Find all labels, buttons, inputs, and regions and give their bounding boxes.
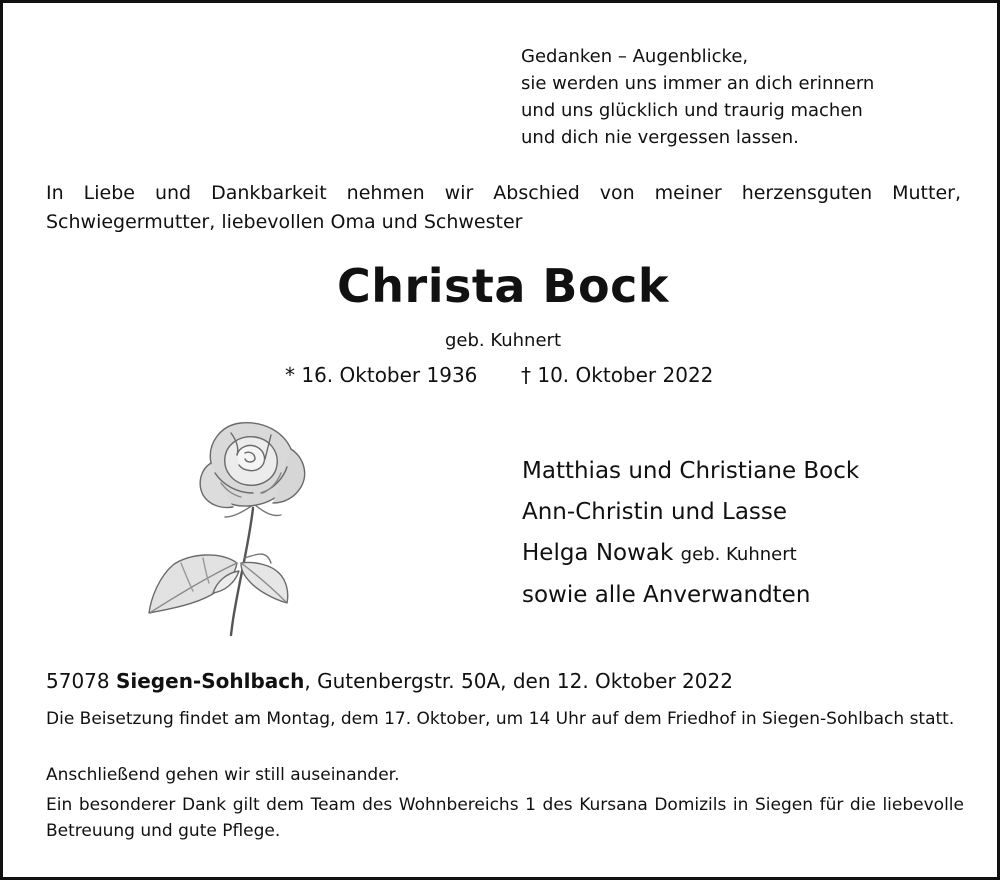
mourner-maiden-name: geb. Kuhnert <box>680 544 797 565</box>
city-name: Siegen-Sohlbach <box>115 669 305 693</box>
poem-line: und dich nie vergessen lassen. <box>521 127 799 148</box>
maiden-name: geb. Kuhnert <box>444 330 562 351</box>
mourner-line: Matthias und Christiane Bock <box>522 458 860 484</box>
street-and-date: , Gutenbergstr. 50A, den 12. Oktober 2022 <box>304 669 733 693</box>
poem-line: Gedanken – Augenblicke, <box>521 46 749 67</box>
birth-date: * 16. Oktober 1936 <box>285 363 478 387</box>
thanks-note: Ein besonderer Dank gilt dem Team des Wohnbereichs 1 des Kursana Domizils in Siegen für die liebevolle Betreuung und gute Pflege. <box>46 795 964 841</box>
postal-code: 57078 <box>46 669 110 693</box>
departure-note: Anschließend gehen wir still auseinander. <box>46 765 400 785</box>
burial-note: Die Beisetzung findet am Montag, dem 17. Oktober, um 14 Uhr auf dem Friedhof in Siegen-Sohlbach statt. <box>46 709 955 729</box>
poem-line: und uns glücklich und traurig machen <box>521 100 863 121</box>
mourner-line <box>522 533 859 575</box>
poem-line: sie werden uns immer an dich erinnern <box>521 73 875 94</box>
mourner-name: Helga Nowak <box>522 540 674 566</box>
rose-icon <box>141 413 336 638</box>
intro-text: In Liebe und Dankbarkeit nehmen wir Abschied von meiner herzensguten Mutter, Schwiegermutter, liebevollen Oma und Schwester <box>46 182 961 233</box>
death-date: † 10. Oktober 2022 <box>521 363 714 387</box>
poem <box>521 43 874 151</box>
deceased-name: Christa Bock <box>337 259 669 313</box>
mourners-list <box>522 451 859 616</box>
mourner-line: sowie alle Anverwandten <box>522 582 811 608</box>
address-line <box>46 669 733 693</box>
mourner-line: Ann-Christin und Lasse <box>522 499 788 525</box>
